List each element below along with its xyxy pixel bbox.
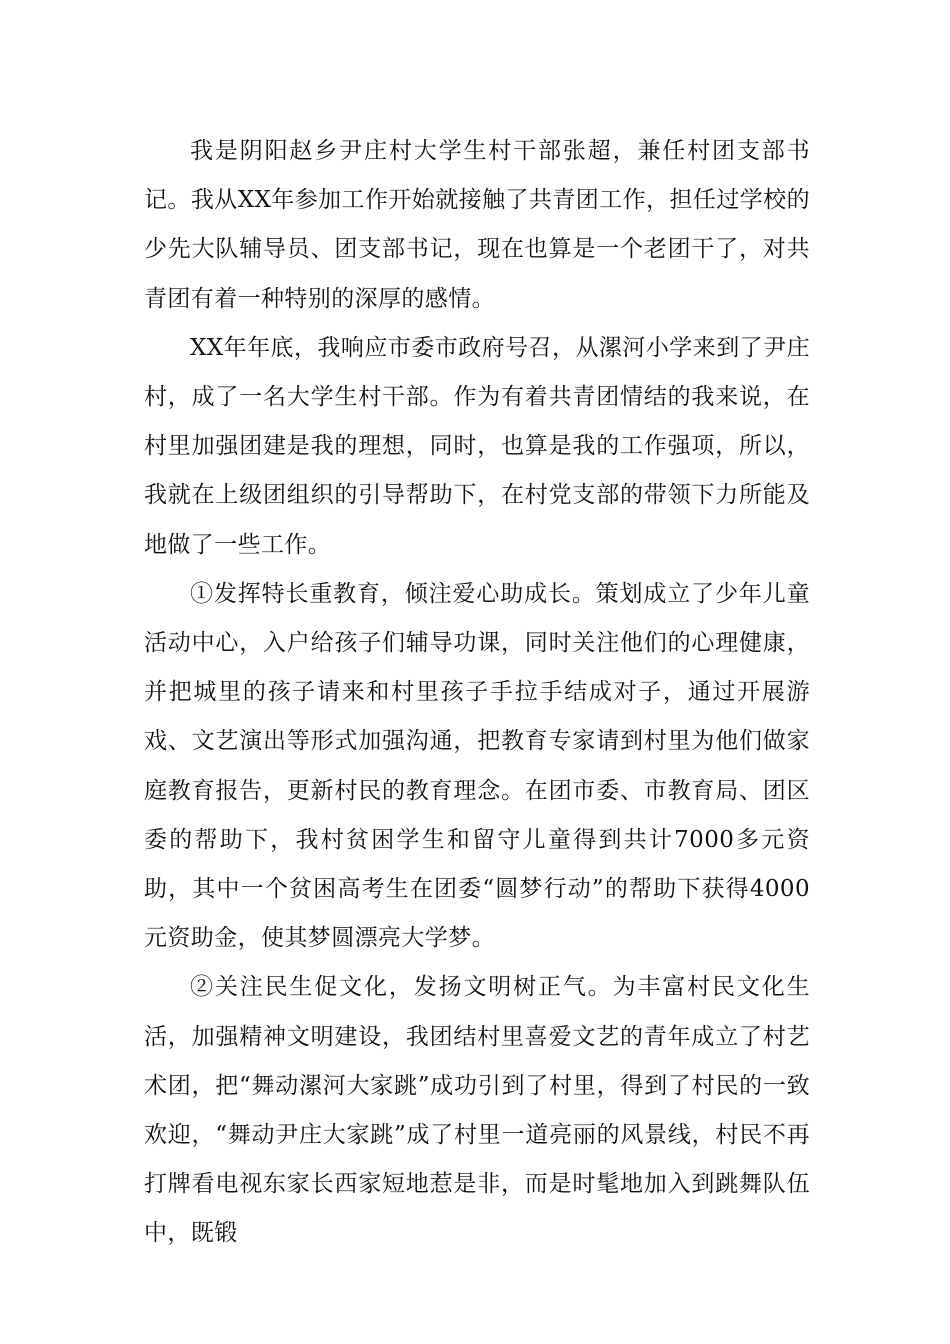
paragraph-intro: 我是阴阳赵乡尹庄村大学生村干部张超，兼任村团支部书记。我从XX年参加工作开始就接触了共青团工作，担任过学校的少先大队辅导员、团支部书记，现在也算是一个老团干了，对共青团有着一种特别的深厚的感情。 <box>144 138 810 312</box>
document-body <box>144 127 810 1259</box>
paragraph-education: ①发挥特长重教育，倾注爱心助成长。策划成立了少年儿童活动中心，入户给孩子们辅导功课，同时关注他们的心理健康，并把城里的孩子请来和村里孩子手拉手结成对子，通过开展游戏、文艺演出等形式加强沟通，把教育专家请到村里为他们做家庭教育报告，更新村民的教育理念。在团市委、市教育局、团区委的帮助下，我村贫困学生和留守儿童得到共计7000多元资助，其中一个贫困高考生在团委“圆梦行动”的帮助下获得4000元资助金，使其梦圆漂亮大学梦。 <box>144 580 810 952</box>
paragraph-culture: ②关注民生促文化，发扬文明树正气。为丰富村民文化生活，加强精神文明建设，我团结村里喜爱文艺的青年成立了村艺术团，把“舞动漯河大家跳”成功引到了村里，得到了村民的一致欢迎，“舞动尹庄大家跳”成了村里一道亮丽的风景线，村民不再打牌看电视东家长西家短地惹是非，而是时髦地加入到跳舞队伍中，既锻 <box>144 974 810 1247</box>
paragraph-arrival: XX年年底，我响应市委市政府号召，从漯河小学来到了尹庄村，成了一名大学生村干部。作为有着共青团情结的我来说，在村里加强团建是我的理想，同时，也算是我的工作强项，所以，我就在上级团组织的引导帮助下，在村党支部的带领下力所能及地做了一些工作。 <box>144 334 810 558</box>
